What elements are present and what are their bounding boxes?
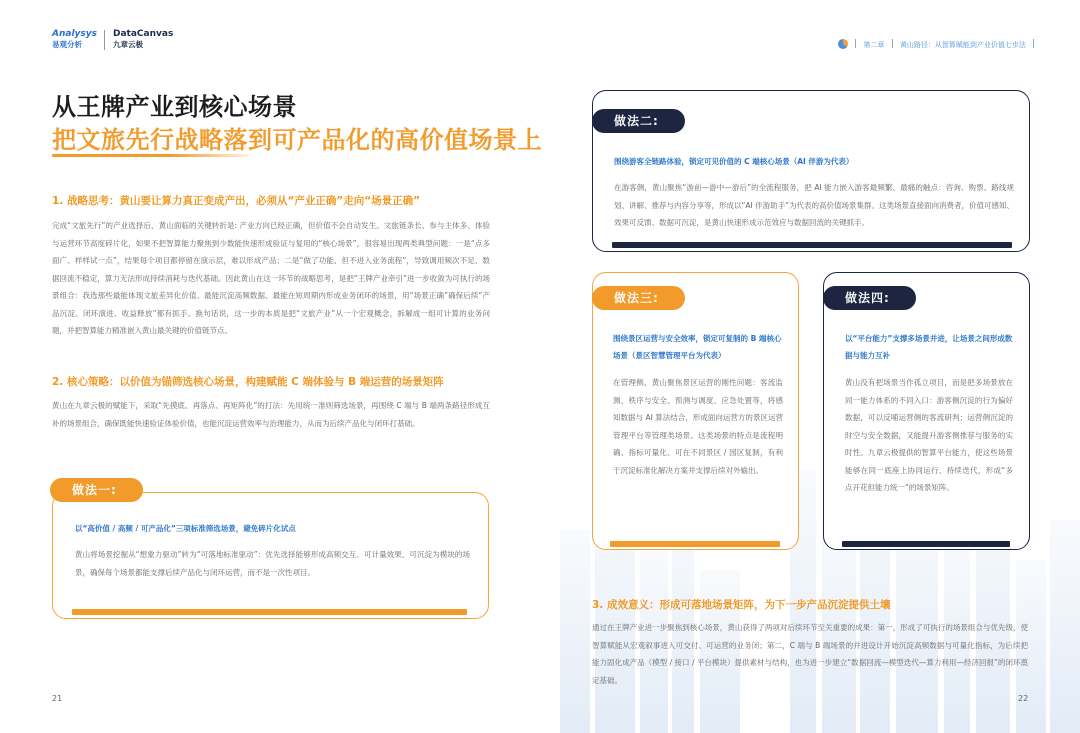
page-number-left: 21 [52,694,63,703]
section2-heading: 2. 核心策略：以价值为锚筛选核心场景，构建赋能 C 端体验与 B 端运营的场景矩阵 [52,376,444,388]
section3-heading: 3. 成效意义：形成可落地场景矩阵，为下一步产品沉淀提供土壤 [592,599,891,611]
title-underline [52,154,248,157]
practice-card-4-heading: 以“平台能力”支撑多场景并进，让场景之间形成数据与能力互补 [845,334,1013,360]
chapter-header [838,39,1038,50]
practice-card-2-body: 在游客侧，黄山聚焦“游前—游中—游后”的全流程服务，把 AI 能力嵌入游客最频繁、最痛的触点：咨询、购票、路线规划、讲解、推荐与内容分享等，形成以“AI 伴游助手”为代表的高价值场景集群。这类场景直接面向消费者，价值可感知、效果可反馈、数据可沉淀，是黄山快速形成示范效应与数据回流的关键抓手。 [614,183,1014,227]
section3-body: 通过在王牌产业进一步聚焦到核心场景，黄山获得了两项对后续环节至关重要的成果：第一，形成了可执行的场景组合与优先级，使智算赋能从宏观叙事进入可交付、可运营的业务闭；第二，C 端与 B 端场景的并进设计开始沉淀高频数据与可量化指标，为后续把能力固化成产品（模型 / 接口 / 平台模块）提供素材与结构，也为进一步建立“数据回流—模型迭代—算力利用—经济回报”的闭环奠定基础。 [592,623,1028,685]
logo-divider [104,30,105,50]
analysys-logo-subtext: 易观分析 [52,40,82,49]
practice-card-2-tag: 做法二: [592,109,685,133]
chapter-pie-icon [838,39,848,49]
practice-card-3-tag: 做法三: [592,286,685,310]
practice-card-4-tag: 做法四: [823,286,916,310]
header-divider [1033,39,1034,48]
chapter-label: 第二章 [863,41,885,49]
practice-card-4-bar [842,541,1010,547]
section1-heading: 1. 战略思考：黄山要让算力真正变成产出，必须从“产业正确”走向“场景正确” [52,195,421,207]
header-divider [855,39,856,48]
practice-card-3-bar [610,541,780,547]
analysys-logo [52,29,96,50]
analysys-logo-text: Analysys [52,29,97,39]
datacanvas-logo [113,29,174,50]
section2-body: 黄山在九章云极的赋能下，采取“先摸底、再落点、再矩阵化”的打法：先用统一准则筛选场景，再围绕 C 端与 B 端两条路径形成互补的场景组合，确保既能快速验证体验价值，也能沉淀运营效率与治理能力，从而为后续产品化与闭环打基础。 [52,401,490,428]
page-title: 从王牌产业到核心场景 [52,93,297,121]
page-subtitle: 把文旅先行战略落到可产品化的高价值场景上 [52,126,542,154]
practice-card-4-body: 黄山没有把场景当作孤立项目，而是把多场景放在同一能力体系的不同入口：游客侧沉淀的行为偏好数据，可以反哺运营侧的客流研判；运营侧沉淀的时空与安全数据，又能提升游客侧推荐与服务的实时性。九章云极提供的智算平台能力，使这些场景能够在同一底座上协同运行、持续迭代，形成“多点开花但能力统一”的场景矩阵。 [845,378,1013,492]
datacanvas-logo-subtext: 九章云极 [113,40,143,49]
page-number-right: 22 [1018,694,1029,703]
practice-card-1-bar [72,609,467,615]
practice-card-1-heading: 以“高价值 / 高频 / 可产品化”三项标准筛选场景，避免碎片化试点 [75,524,296,533]
section1-body: 完成“文旅先行”的产业选择后，黄山面临的关键转折是: 产业方向已经正确，但价值不会自动发生。文旅链条长、参与主体多、体验与运营环节高度碎片化，如果不把智算能力聚焦到少数能快速形成验证与复用的“核心场景”，很容易出现两类典型问题：一是“点多面广、样样试一点”，结果每个项目都停留在演示层，难以形成产品；二是“做了功能、但不进入业务流程”，导致调用频次不足、数据回流不稳定，算力无法形成持续消耗与迭代基础。因此黄山在这一环节的战略思考，是把“王牌产业牵引”进一步收敛为可执行的场景组合：我选那些最能体现文旅差异化价值、最能沉淀高频数据、最能在短周期内形成业务闭环的场景，用“场景正确”确保后续“产品沉淀、闭环演进、收益释放”都有抓手。换句话说，这一步的本质是把“文旅产业”从一个宏观概念，拆解成一组可计算的业务问题，并把智算能力精准嵌入黄山最关键的价值链节点。 [52,221,490,335]
datacanvas-logo-text: DataCanvas [113,29,174,39]
practice-card-3-heading: 围绕景区运营与安全效率，锁定可复制的 B 端核心场景（景区智慧管理平台为代表） [613,334,782,360]
chapter-title: 黄山路径：从智算赋能到产业价值七步法 [899,41,1026,49]
practice-card-3-body: 在管理侧，黄山聚焦景区运营的刚性问题：客流监测、秩序与安全、预测与调度、应急处置等，将感知数据与 AI 算法结合，形成面向运营方的景区运营管理平台等管理类场景。这类场景的特点是流程明确、指标可量化、可在不同景区 / 园区复制，有利于沉淀标准化解决方案并支撑后续对外输出。 [613,378,783,475]
practice-card-1-tag: 做法一: [50,478,143,502]
practice-card-2-bar [612,242,1012,248]
practice-card-1-body: 黄山将场景挖掘从“想象力驱动”转为“可落地标准驱动”：优先选择能够形成高频交互、可计量效果、可沉淀为模块的场景，确保每个场景都能支撑后续产品化与闭环运营，而不是一次性项目。 [75,550,470,577]
header-divider [892,39,893,48]
practice-card-2-heading: 围绕游客全链路体验，锁定可见价值的 C 端核心场景（AI 伴游为代表） [614,157,854,166]
